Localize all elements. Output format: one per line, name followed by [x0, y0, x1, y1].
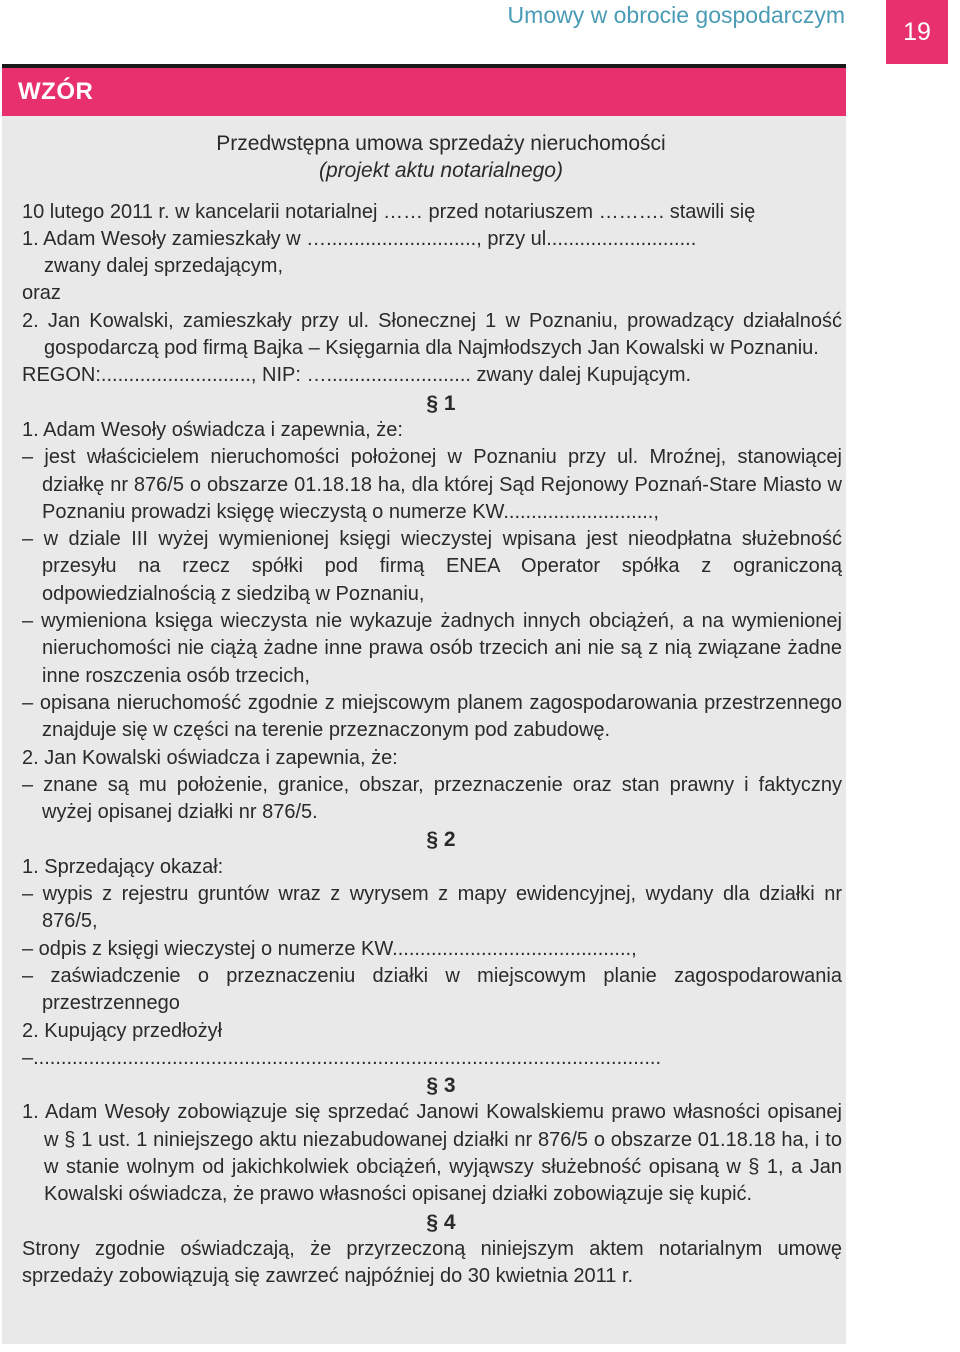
template-banner: [2, 68, 846, 116]
section-2-item-2: – odpis z księgi wieczystej o numerze KW...........................................,: [22, 937, 637, 960]
regon-nip-line: REGON:..........................., NIP: ….......................... zwany dalej Kupującym.: [22, 364, 692, 387]
document-title: Przedwstępna umowa sprzedaży nieruchomości: [216, 132, 666, 155]
banner-label: WZÓR: [18, 78, 94, 105]
document-body: [22, 130, 842, 1290]
section-3-heading: § 3: [426, 1074, 456, 1098]
intro-line: 10 lutego 2011 r. w kancelarii notarialnej …… przed notariuszem ………. stawili się: [22, 200, 756, 223]
page-number-badge: 19: [886, 0, 948, 64]
section-4-heading: § 4: [426, 1210, 456, 1234]
party-1-continued: zwany dalej sprzedającym,: [44, 255, 283, 278]
section-2-point-2: 2. Kupujący przedłożył: [22, 1019, 223, 1042]
party-2: 2. Jan Kowalski, zamieszkały przy ul. Słonecznej 1 w Poznaniu, prowadzący działalność gospodarczą pod firmą Bajka – Księgarnia dla Najmłodszych Jan Kowalski w Poznaniu.: [22, 309, 842, 360]
section-2-heading: § 2: [426, 828, 456, 852]
section-2-item-1: – wypis z rejestru gruntów wraz z wyrysem z mapy ewidencyjnej, wydany dla działki nr 876/5,: [22, 883, 842, 933]
section-1-point-2: 2. Jan Kowalski oświadcza i zapewnia, że:: [22, 746, 398, 769]
section-1-item-4: – opisana nieruchomość zgodnie z miejscowym planem zagospodarowania przestrzennego znajduje się w części na terenie przeznaczonym pod zabudowę.: [22, 691, 842, 742]
section-1-item-5: – znane są mu położenie, granice, obszar, przeznaczenie oraz stan prawny i faktyczny wyżej opisanej działki nr 876/5.: [22, 773, 842, 824]
section-1-heading: § 1: [426, 391, 456, 415]
section-1-item-1: – jest właścicielem nieruchomości położonej w Poznaniu przy ul. Mroźnej, stanowiącej działkę nr 876/5 o obszarze 01.18.18 ha, dla której Sąd Rejonowy Poznań-Stare Miasto w Poznaniu prowadzi księgę wieczystą o numerze KW...........................,: [22, 446, 842, 523]
section-1-point-1: 1. Adam Wesoły oświadcza i zapewnia, że:: [22, 418, 403, 441]
running-header-title: Umowy w obrocie gospodarczym: [507, 2, 845, 28]
section-2-item-4: –.................................................................................................................: [22, 1046, 662, 1069]
conjunction: oraz: [22, 282, 61, 305]
section-3-point-1: 1. Adam Wesoły zobowiązuje się sprzedać Janowi Kowalskiemu prawo własności opisanej w § 1 ust. 1 niniejszego aktu niezabudowanej działki nr 876/5 o obszarze 01.18.18 ha, i to w stanie wolnym od jakichkolwiek obciążeń, wyjąwszy służebność opisaną w § 1, a Jan Kowalski oświadcza, że prawo własności opisanej działki zobowiązuje się kupić.: [22, 1101, 842, 1206]
section-1-item-3: – wymieniona księga wieczysta nie wykazuje żadnych innych obciążeń, a na wymienionej nieruchomości nie ciążą żadne inne prawa osób trzecich ani nie są z nią związane żadne inne roszczenia osób trzecich,: [22, 610, 842, 687]
section-2-item-3: – zaświadczenie o przeznaczeniu działki w miejscowym planie zagospodarowania przestrzennego: [22, 964, 842, 1015]
section-1-item-2: – w dziale III wyżej wymienionej księgi wieczystej wpisana jest nieodpłatna służebność przesyłu na rzecz spółki pod firmą ENEA Operator spółka z ograniczoną odpowiedzialnością z siedzibą w Poznaniu,: [22, 528, 842, 605]
party-1: 1. Adam Wesoły zamieszkały w …..........................., przy ul...........................: [22, 227, 697, 250]
section-4-text: Strony zgodnie oświadczają, że przyrzeczoną niniejszym aktem notarialnym umowę sprzedaży zobowiązują się zawrzeć najpóźniej do 30 kwietnia 2011 r.: [22, 1237, 842, 1288]
document-subtitle: (projekt aktu notarialnego): [319, 159, 563, 183]
section-2-point-1: 1. Sprzedający okazał:: [22, 855, 224, 878]
